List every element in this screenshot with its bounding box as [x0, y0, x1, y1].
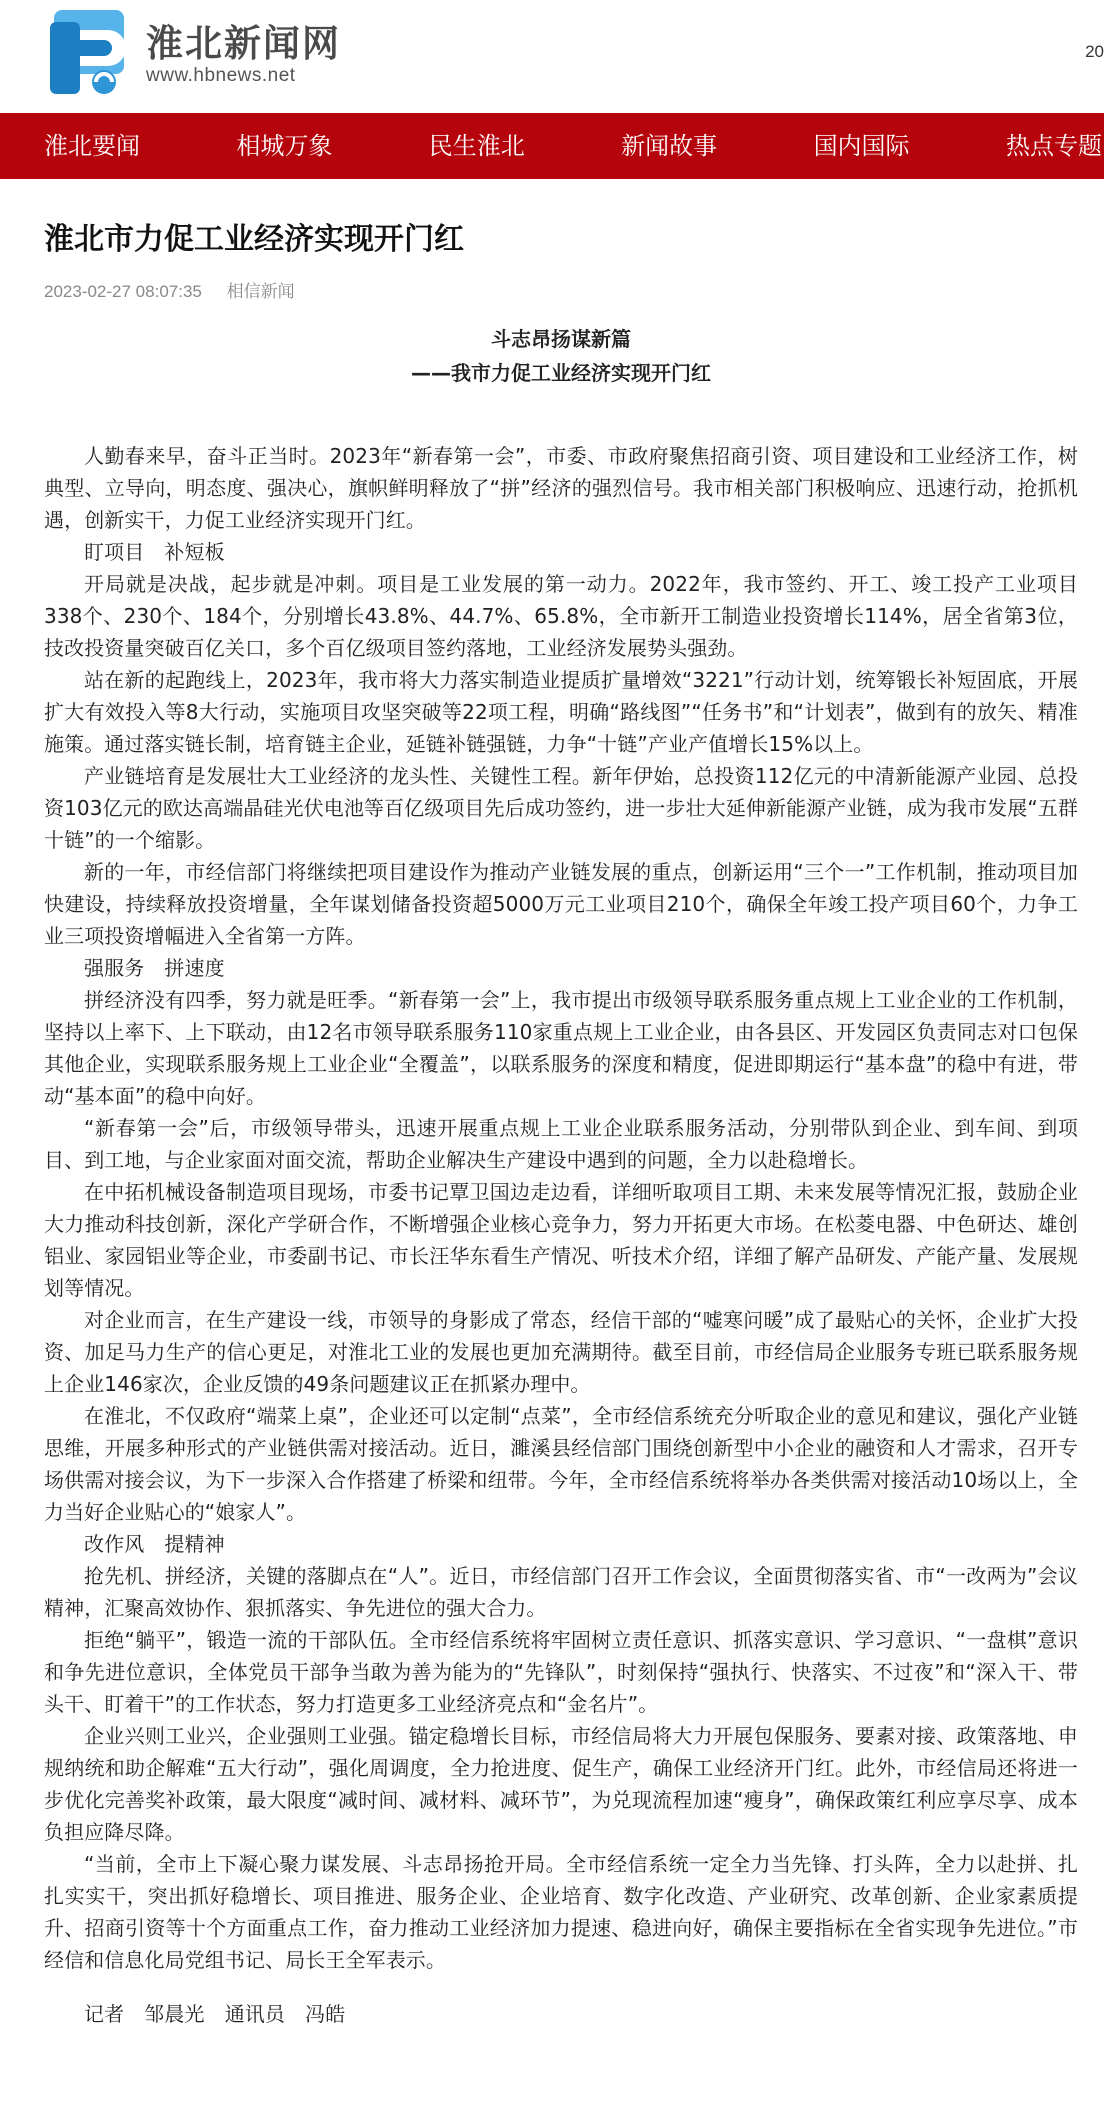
article-meta	[44, 277, 1078, 302]
nav-item-xiangcheng[interactable]: 相城万象	[236, 132, 333, 160]
paragraph: 拼经济没有四季，努力就是旺季。“新春第一会”上，我市提出市级领导联系服务重点规上工业企业的工作机制，坚持以上率下、上下联动，由12名市领导联系服务110家重点规上工业企业，由各县区、开发园区负责同志对口包保其他企业，实现联系服务规上工业企业“全覆盖”，以联系服务的深度和精度，促进即期运行“基本盘”的稳中有进，带动“基本面”的稳中向好。	[44, 988, 1078, 1108]
article-body	[44, 440, 1078, 2030]
site-logo[interactable]	[44, 8, 341, 98]
paragraph: 新的一年，市经信部门将继续把项目建设作为推动产业链发展的重点，创新运用“三个一”工作机制，推动项目加快建设，持续释放投资增量，全年谋划储备投资超5000万元工业项目210个，确保全年竣工投产项目60个，力争工业三项投资增幅进入全省第一方阵。	[44, 860, 1078, 948]
nav-item-huaibei-news[interactable]: 淮北要闻	[44, 132, 140, 160]
article	[0, 219, 1104, 2030]
article-title: 淮北市力促工业经济实现开门红	[44, 222, 464, 257]
article-subheading	[44, 322, 1078, 390]
paragraph: 在中拓机械设备制造项目现场，市委书记覃卫国边走边看，详细听取项目工期、未来发展等情况汇报，鼓励企业大力推动科技创新，深化产学研合作，不断增强企业核心竞争力，努力开拓更大市场。在松菱电器、中色研达、雄创铝业、家园铝业等企业，市委副书记、市长汪华东看生产情况、听技术介绍，详细了解产品研发、产能产量、发展规划等情况。	[44, 1180, 1078, 1300]
logo-text-group	[146, 21, 341, 87]
section-heading: 强服务 拼速度	[84, 956, 225, 980]
paragraph: 企业兴则工业兴，企业强则工业强。锚定稳增长目标，市经信局将大力开展包保服务、要素对接、政策落地、申规纳统和助企解难“五大行动”，强化周调度，全力抢进度、促生产，确保工业经济开门红。此外，市经信局还将进一步优化完善奖补政策，最大限度“减时间、减材料、减环节”，为兑现流程加速“瘦身”，确保政策红利应享尽享、成本负担应降尽降。	[44, 1724, 1078, 1844]
author-line: 记者 邹晨光 通讯员 冯皓	[84, 2002, 346, 2026]
logo-url: www.hbnews.net	[146, 64, 296, 86]
paragraph: 在淮北，不仅政府“端菜上桌”，企业还可以定制“点菜”，全市经信系统充分听取企业的意见和建议，强化产业链思维，开展多种形式的产业链供需对接活动。近日，濉溪县经信部门围绕创新型中小企业的融资和人才需求，召开专场供需对接会议，为下一步深入合作搭建了桥梁和纽带。今年，全市经信系统将举办各类供需对接活动10场以上，全力当好企业贴心的“娘家人”。	[44, 1404, 1078, 1524]
paragraph: “当前，全市上下凝心聚力谋发展、斗志昂扬抢开局。全市经信系统一定全力当先锋、打头阵，全力以赴拼、扎扎实实干，突出抓好稳增长、项目推进、服务企业、企业培育、数字化改造、产业研究、改革创新、企业家素质提升、招商引资等十个方面重点工作，奋力推动工业经济加力提速、稳进向好，确保主要指标在全省实现争先进位。”市经信和信息化局党组书记、局长王全军表示。	[44, 1852, 1078, 1972]
paragraph: 站在新的起跑线上，2023年，我市将大力落实制造业提质扩量增效“3221”行动计划，统筹锻长补短固底，开展扩大有效投入等8大行动，实施项目攻坚突破等22项工程，明确“路线图”“任务书”和“计划表”，做到有的放矢、精准施策。通过落实链长制，培育链主企业，延链补链强链，力争“十链”产业产值增长15%以上。	[44, 668, 1078, 756]
subheading-line-2: ——我市力促工业经济实现开门红	[411, 361, 711, 385]
article-datetime: 2023-02-27 08:07:35	[44, 282, 202, 301]
header-date: 20	[1085, 42, 1104, 61]
paragraph: 抢先机、拼经济，关键的落脚点在“人”。近日，市经信部门召开工作会议，全面贯彻落实省、市“一改两为”会议精神，汇聚高效协作、狠抓落实、争先进位的强大合力。	[44, 1564, 1078, 1620]
paragraph: 拒绝“躺平”，锻造一流的干部队伍。全市经信系统将牢固树立责任意识、抓落实意识、学习意识、“一盘棋”意识和争先进位意识，全体党员干部争当敢为善为能为的“先锋队”，时刻保持“强执行、快落实、不过夜”和“深入干、带头干、盯着干”的工作状态，努力打造更多工业经济亮点和“金名片”。	[44, 1628, 1078, 1716]
main-nav	[0, 113, 1104, 179]
nav-item-hot-topics[interactable]: 热点专题	[1005, 132, 1102, 160]
paragraph: 对企业而言，在生产建设一线，市领导的身影成了常态，经信干部的“嘘寒问暖”成了最贴心的关怀，企业扩大投资、加足马力生产的信心更足，对淮北工业的发展也更加充满期待。截至目前，市经信局企业服务专班已联系服务规上企业146家次，企业反馈的49条问题建议正在抓紧办理中。	[44, 1308, 1078, 1396]
subheading-line-1: 斗志昂扬谋新篇	[491, 327, 631, 351]
logo-title: 淮北新闻网	[146, 21, 341, 65]
nav-item-news-stories[interactable]: 新闻故事	[621, 132, 718, 160]
paragraph: 人勤春来早，奋斗正当时。2023年“新春第一会”，市委、市政府聚焦招商引资、项目建设和工业经济工作，树典型、立导向，明态度、强决心，旗帜鲜明释放了“拼”经济的强烈信号。我市相关部门积极响应、迅速行动，抢抓机遇，创新实干，力促工业经济实现开门红。	[44, 444, 1078, 532]
paragraph: 开局就是决战，起步就是冲刺。项目是工业发展的第一动力。2022年，我市签约、开工、竣工投产工业项目338个、230个、184个，分别增长43.8%、44.7%、65.8%，全市新开工制造业投资增长114%，居全省第3位，技改投资量突破百亿关口，多个百亿级项目签约落地，工业经济发展势头强劲。	[44, 572, 1078, 660]
site-header	[0, 0, 1104, 113]
section-heading: 盯项目 补短板	[84, 540, 225, 564]
paragraph: 产业链培育是发展壮大工业经济的龙头性、关键性工程。新年伊始，总投资112亿元的中清新能源产业园、总投资103亿元的欧达高端晶硅光伏电池等百亿级项目先后成功签约，进一步壮大延伸新能源产业链，成为我市发展“五群十链”的一个缩影。	[44, 764, 1078, 852]
section-heading: 改作风 提精神	[84, 1532, 225, 1556]
nav-item-domestic-international[interactable]: 国内国际	[813, 132, 910, 160]
paragraph: “新春第一会”后，市级领导带头，迅速开展重点规上工业企业联系服务活动，分别带队到企业、到车间、到项目、到工地，与企业家面对面交流，帮助企业解决生产建设中遇到的问题，全力以赴稳增长。	[44, 1116, 1078, 1172]
article-source: 相信新闻	[226, 282, 295, 301]
hbnews-logo-icon	[44, 8, 136, 98]
nav-item-minsheng[interactable]: 民生淮北	[428, 132, 525, 160]
